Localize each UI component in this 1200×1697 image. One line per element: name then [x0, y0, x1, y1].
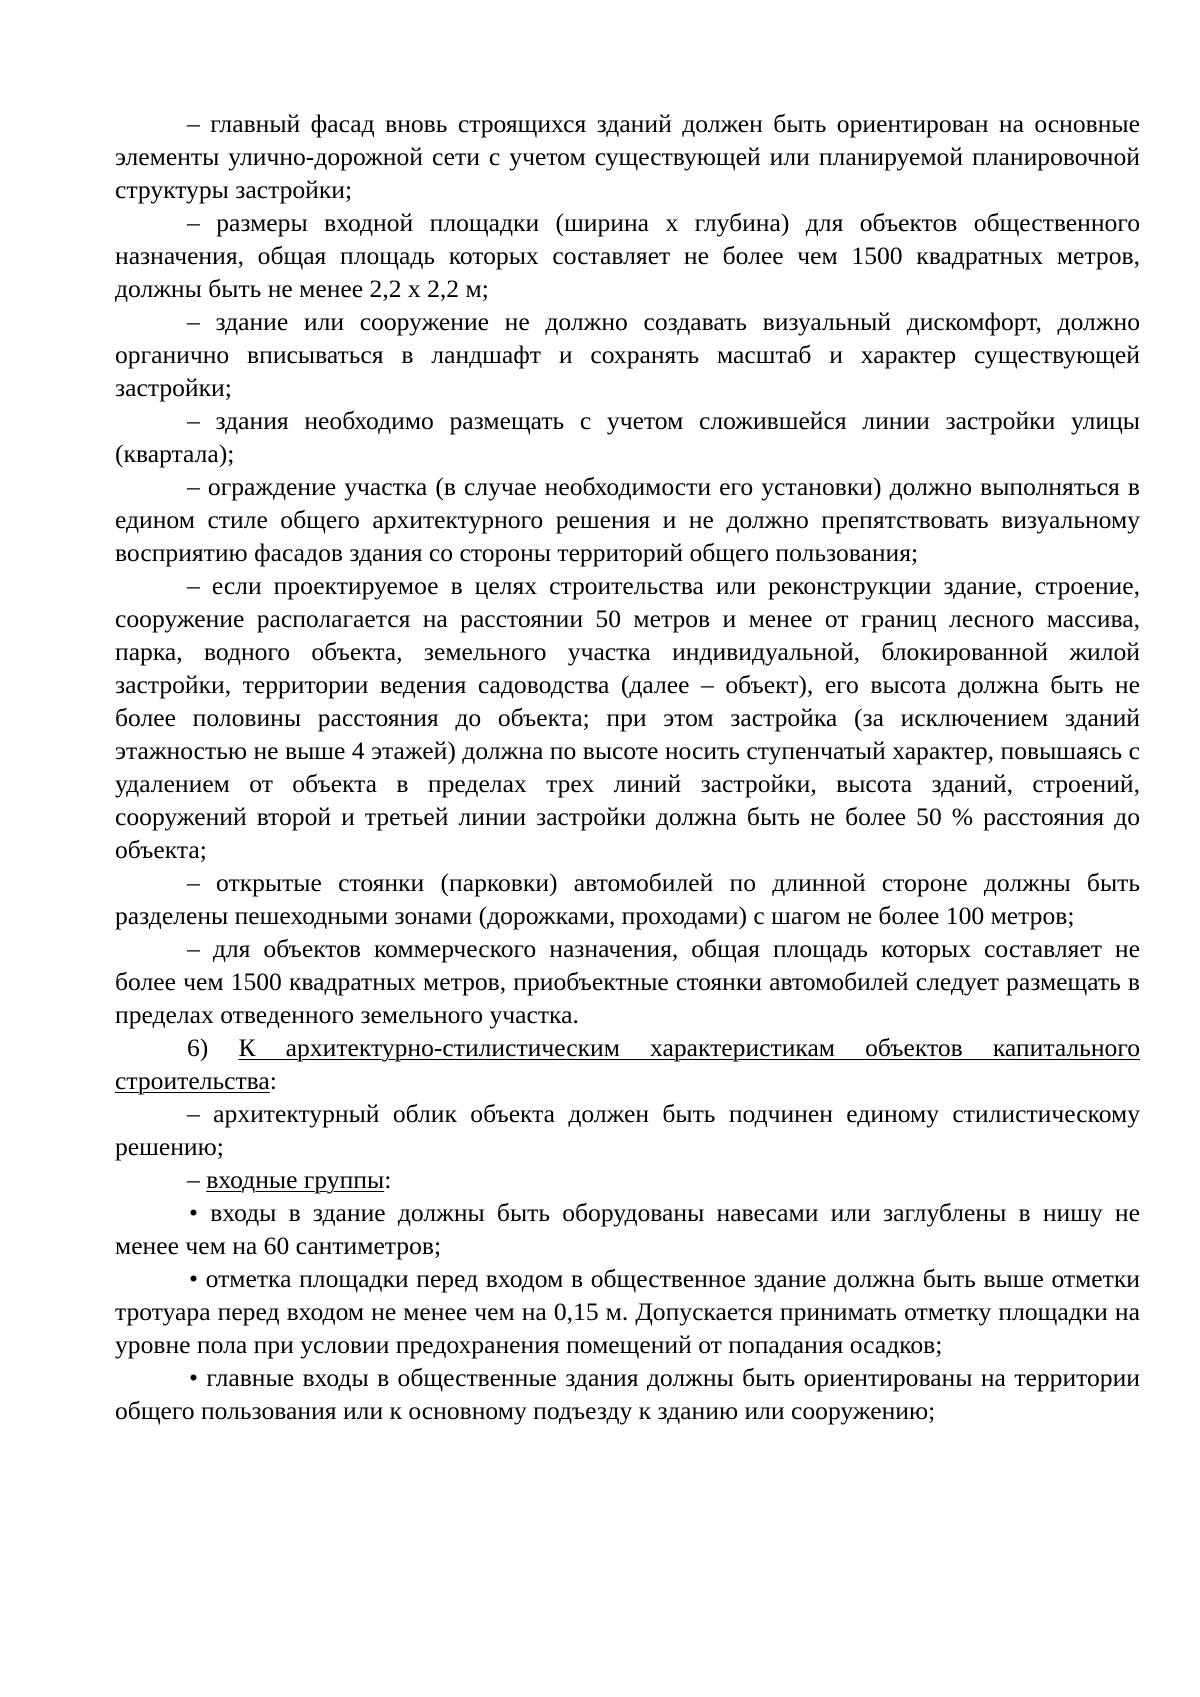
- bullet-item-canopies: [115, 1196, 1140, 1262]
- paragraph-facade: – главный фасад вновь строящихся зданий должен быть ориентирован на основные элементы улично-дорожной сети с учетом существующей или планируемой планировочной структуры застройки;: [115, 109, 1140, 204]
- section-6-colon: :: [269, 1066, 277, 1095]
- paragraph-commercial-parking: – для объектов коммерческого назначения, общая площадь которых составляет не более чем 1500 квадратных метров, приобъектные стоянки автомобилей следует размещать в пределах отведенного земельного участка.: [115, 934, 1140, 1029]
- section-6-title: К архитектурно-стилистическим характеристикам объектов капитального строительства: [115, 1033, 1140, 1095]
- section-6-heading: [115, 1031, 1140, 1097]
- paragraph-parking-zones: – открытые стоянки (парковки) автомобилей по длинной стороне должны быть разделены пешеходными зонами (дорожками, проходами) с шагом не более 100 метров;: [115, 868, 1140, 930]
- document-page: [115, 107, 1140, 1427]
- bullet-icon: •: [189, 1198, 198, 1227]
- entry-groups-label: входные группы: [206, 1165, 385, 1194]
- paragraph-visual-comfort: – здание или сооружение не должно создавать визуальный дискомфорт, должно органично вписываться в ландшафт и сохранять масштаб и характер существующей застройки;: [115, 307, 1140, 402]
- paragraph-building-line: – здания необходимо размещать с учетом сложившейся линии застройки улицы (квартала);: [115, 406, 1140, 468]
- entry-groups-colon: :: [384, 1165, 392, 1194]
- bullet-icon: •: [189, 1363, 198, 1392]
- bullet-item-main-entrances: [115, 1361, 1140, 1427]
- paragraph-height-limits: – если проектируемое в целях строительства или реконструкции здание, строение, сооружение располагается на расстоянии 50 метров и менее от границ лесного массива, парка, водного объекта, земельного участка индивидуальной, блокированной жилой застройки, территории ведения садоводства (далее – объект), его высота должна быть не более половины расстояния до объекта; при этом застройка (за исключением зданий этажностью не выше 4 этажей) должна по высоте носить ступенчатый характер, повышаясь с удалением от объекта в пределах трех линий застройки, высота зданий, строений, сооружений второй и третьей линии застройки должна быть не более 50 % расстояния до объекта;: [115, 571, 1140, 864]
- bullet-icon: •: [189, 1264, 198, 1293]
- bullet-text: главные входы в общественные здания должны быть ориентированы на территории общего пользования или к основному подъезду к зданию или сооружению;: [115, 1363, 1140, 1425]
- bullet-item-platform-level: [115, 1262, 1140, 1361]
- paragraph-entry-platform-size: – размеры входной площадки (ширина х глубина) для объектов общественного назначения, общая площадь которых составляет не более чем 1500 квадратных метров, должны быть не менее 2,2 х 2,2 м;: [115, 208, 1140, 303]
- entry-groups-heading: [115, 1163, 1140, 1196]
- paragraph-fencing: – ограждение участка (в случае необходимости его установки) должно выполняться в едином стиле общего архитектурного решения и не должно препятствовать визуальному восприятию фасадов здания со стороны территорий общего пользования;: [115, 472, 1140, 567]
- bullet-text: входы в здание должны быть оборудованы навесами или заглублены в нишу не менее чем на 60 сантиметров;: [115, 1198, 1140, 1260]
- entry-groups-dash: –: [187, 1165, 200, 1194]
- paragraph-architectural-style: – архитектурный облик объекта должен быть подчинен единому стилистическому решению;: [115, 1099, 1140, 1161]
- bullet-text: отметка площадки перед входом в общественное здание должна быть выше отметки тротуара перед входом не менее чем на 0,15 м. Допускается принимать отметку площадки на уровне пола при условии предохранения помещений от попадания осадков;: [115, 1264, 1140, 1359]
- section-6-number: 6): [187, 1033, 209, 1062]
